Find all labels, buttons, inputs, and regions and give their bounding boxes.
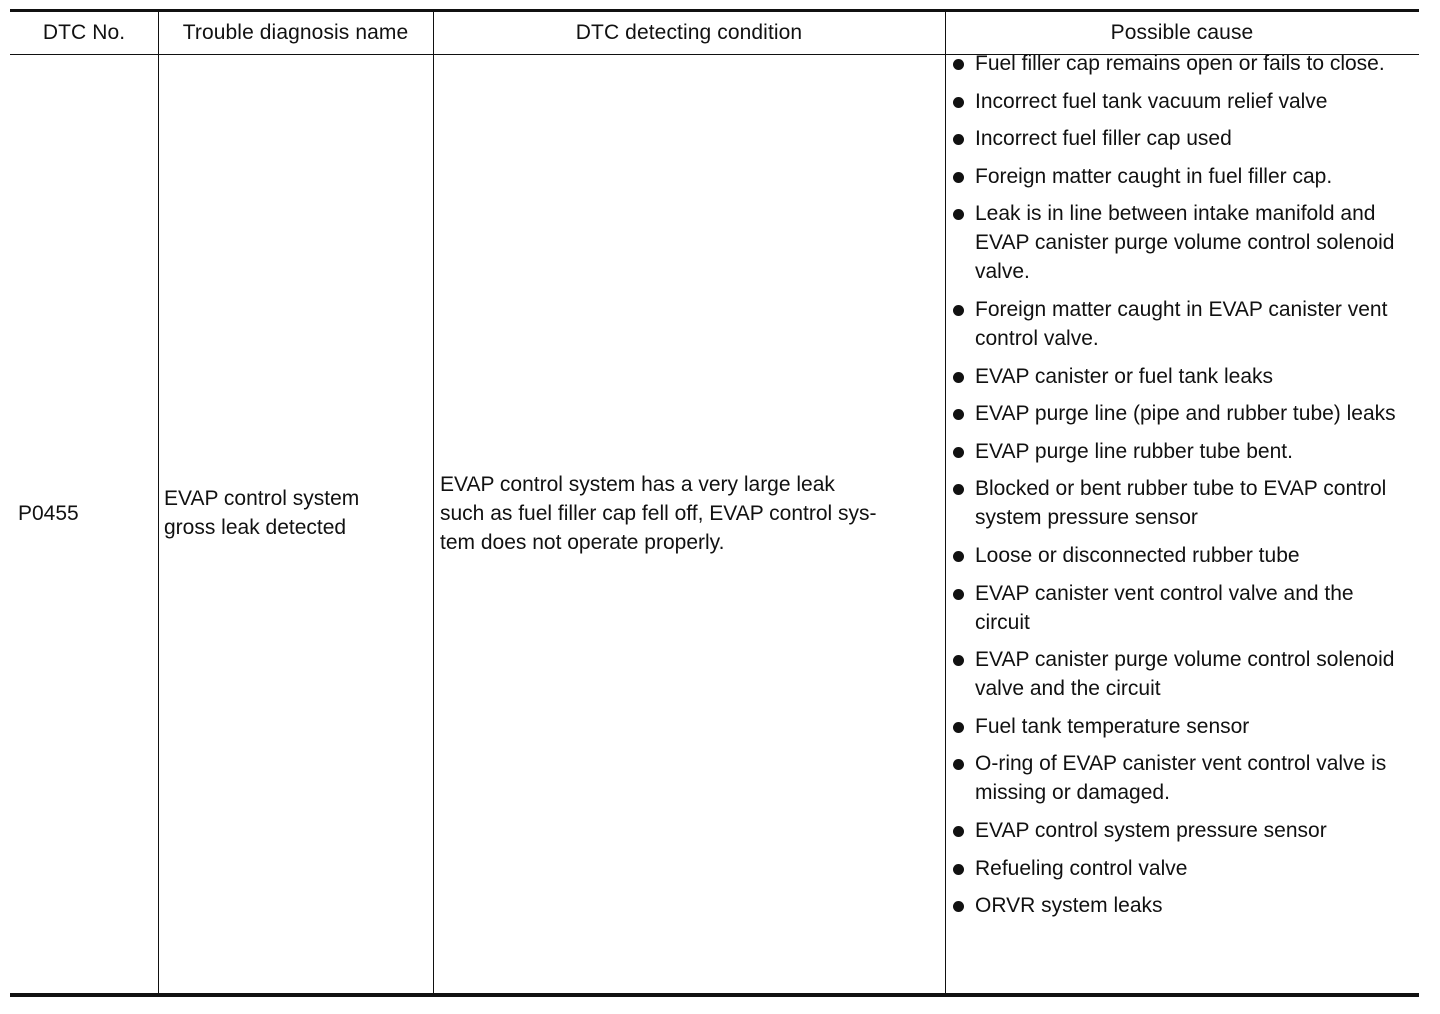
- bullet-icon: [953, 372, 964, 383]
- bullet-icon: [953, 901, 964, 912]
- header-possible-cause: Possible cause: [1110, 21, 1254, 44]
- list-item: [950, 579, 1408, 637]
- header-dtc-detecting-condition: DTC detecting condition: [575, 21, 803, 44]
- condition-line: such as fuel filler cap fell off, EVAP control sys-: [440, 502, 877, 525]
- cause-text: ORVR system leaks: [975, 894, 1163, 918]
- bullet-icon: [953, 305, 964, 316]
- list-item: [950, 124, 1408, 153]
- bullet-icon: [953, 722, 964, 733]
- column-divider: [158, 12, 159, 993]
- list-item: [950, 854, 1408, 883]
- list-item: [950, 749, 1408, 807]
- list-item: [950, 474, 1408, 532]
- list-item: [950, 816, 1408, 845]
- cause-text: Foreign matter caught in EVAP canister vent control valve.: [975, 297, 1388, 350]
- bullet-icon: [953, 864, 964, 875]
- cause-text: EVAP purge line rubber tube bent.: [975, 439, 1293, 463]
- list-item: [950, 891, 1408, 920]
- header-trouble-diagnosis-name: Trouble diagnosis name: [182, 21, 409, 44]
- cause-text: EVAP canister purge volume control solenoid valve and the circuit: [975, 648, 1395, 701]
- diagnosis-name-line: EVAP control system: [164, 487, 360, 510]
- bullet-icon: [953, 759, 964, 770]
- cause-text: Fuel tank temperature sensor: [975, 714, 1250, 738]
- cause-text: Fuel filler cap remains open or fails to close.: [975, 52, 1385, 75]
- list-item: [950, 87, 1408, 116]
- list-item: [950, 199, 1408, 286]
- list-item: [950, 399, 1408, 428]
- column-divider: [433, 12, 434, 993]
- cell-dtc-detecting-condition: [440, 470, 935, 557]
- condition-line: tem does not operate properly.: [440, 531, 725, 554]
- list-item: [950, 362, 1408, 391]
- list-item: [950, 541, 1408, 570]
- cause-text: O-ring of EVAP canister vent control valve is missing or damaged.: [975, 752, 1387, 805]
- bullet-icon: [953, 97, 964, 108]
- bullet-icon: [953, 409, 964, 420]
- bullet-icon: [953, 59, 964, 70]
- cause-text: Blocked or bent rubber tube to EVAP control system pressure sensor: [975, 477, 1387, 530]
- list-item: [950, 162, 1408, 191]
- bullet-icon: [953, 172, 964, 183]
- bullet-icon: [953, 826, 964, 837]
- possible-cause-list: [950, 49, 1408, 929]
- header-dtc-no: DTC No.: [42, 21, 126, 44]
- cause-text: EVAP canister or fuel tank leaks: [975, 364, 1274, 388]
- list-item: [950, 295, 1408, 353]
- condition-line: EVAP control system has a very large leak: [440, 473, 835, 496]
- bullet-icon: [953, 655, 964, 666]
- list-item: [950, 712, 1408, 741]
- list-item: [950, 645, 1408, 703]
- list-item: [950, 49, 1408, 78]
- cause-text: Loose or disconnected rubber tube: [975, 543, 1300, 567]
- cause-text: EVAP control system pressure sensor: [975, 818, 1327, 842]
- bullet-icon: [953, 551, 964, 562]
- bullet-icon: [953, 447, 964, 458]
- cell-trouble-diagnosis-name: [164, 484, 414, 542]
- bullet-icon: [953, 209, 964, 220]
- cell-dtc-no: P0455: [18, 502, 79, 525]
- bullet-icon: [953, 589, 964, 600]
- cause-text: Refueling control valve: [975, 856, 1188, 880]
- cause-text: Incorrect fuel tank vacuum relief valve: [975, 89, 1328, 113]
- diagnosis-name-line: gross leak detected: [164, 516, 347, 539]
- cause-text: EVAP purge line (pipe and rubber tube) leaks: [975, 402, 1396, 426]
- bullet-icon: [953, 484, 964, 495]
- cause-text: Leak is in line between intake manifold and EVAP canister purge volume control solenoid valve.: [975, 202, 1395, 284]
- column-divider: [945, 12, 946, 993]
- bullet-icon: [953, 134, 964, 145]
- cause-text: Incorrect fuel filler cap used: [975, 127, 1232, 151]
- list-item: [950, 437, 1408, 466]
- cause-text: Foreign matter caught in fuel filler cap.: [975, 164, 1333, 188]
- cause-text: EVAP canister vent control valve and the circuit: [975, 581, 1354, 634]
